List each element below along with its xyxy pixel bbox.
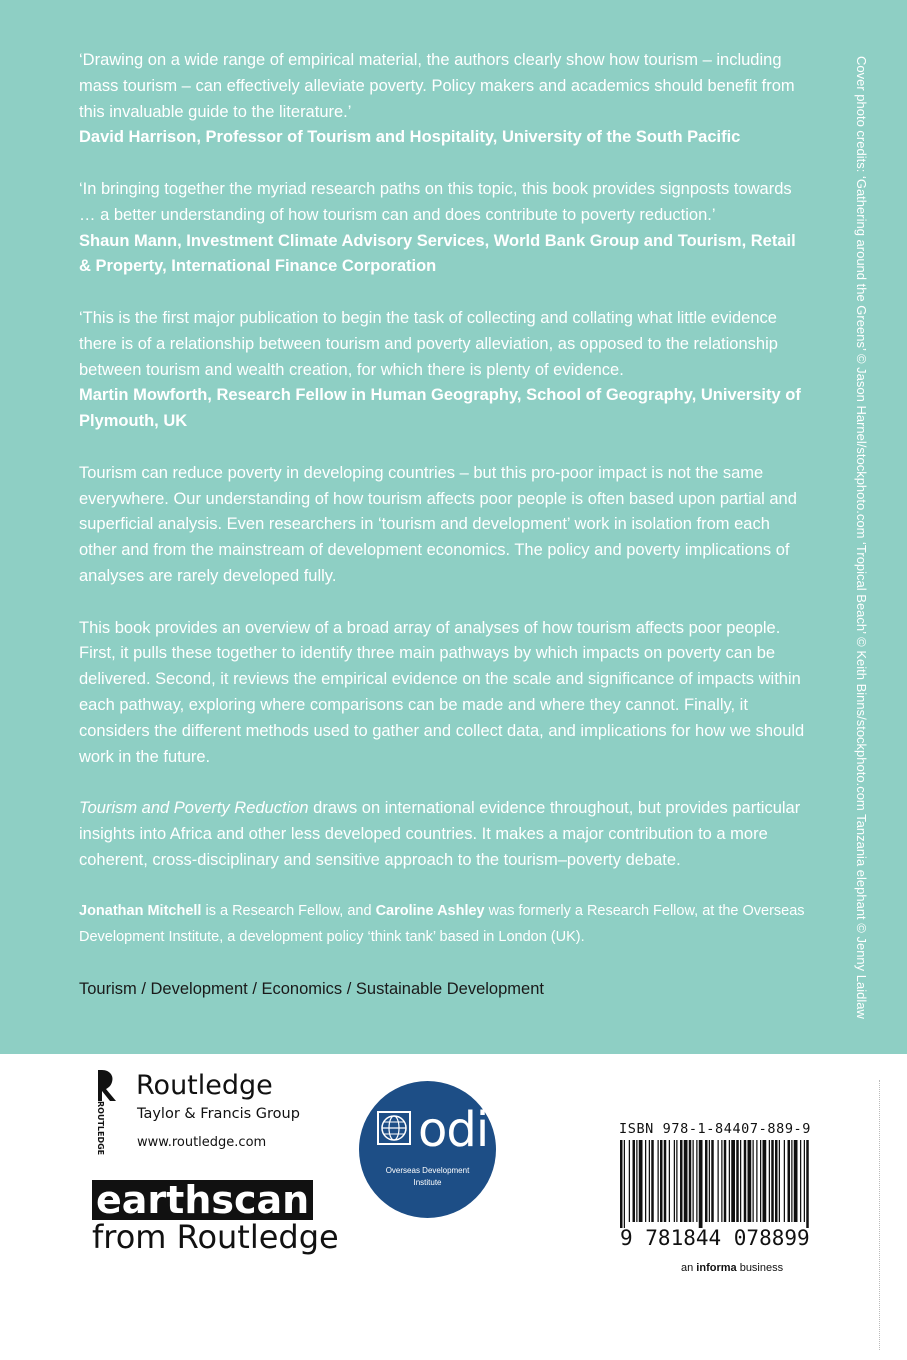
barcode-bar — [740, 1140, 741, 1222]
quote-text: ‘Drawing on a wide range of empirical material, the authors clearly show how tourism – including mass tourism – can effectively alleviate poverty. Policy makers and academics should benefit from this invaluable guide to the literature.’ — [79, 51, 795, 121]
barcode-bar — [748, 1140, 752, 1222]
globe-icon — [376, 1110, 412, 1146]
barcode-bar — [791, 1140, 792, 1222]
barcode-bar — [693, 1140, 694, 1222]
isbn-label: ISBN 978-1-84407-889-9 — [619, 1121, 812, 1137]
description-text: draws on international evidence throughout, but provides particular insights into Africa and other less developed countries. It makes a major contribution to a more coherent, cross-disciplinary and sensitive approach to the tourism–poverty debate. — [79, 799, 801, 869]
barcode-bar — [705, 1140, 708, 1222]
barcode-bar — [645, 1140, 646, 1222]
barcode-bar — [721, 1140, 722, 1222]
publisher-name: Routledge — [136, 1070, 273, 1101]
barcode-bar — [736, 1140, 739, 1222]
quote-text: ‘This is the first major publication to begin the task of collecting and collating what little evidence there is of a relationship between tourism and poverty alleviation, as opposed to the relationship between tourism and wealth creation, for which there is plenty of evidence. — [79, 308, 778, 379]
author-bio-text: is a Research Fellow, and — [201, 903, 376, 920]
barcode-bar — [784, 1140, 785, 1222]
barcode-bar — [699, 1140, 703, 1228]
barcode-bar — [676, 1140, 677, 1222]
barcode-bar — [709, 1140, 710, 1222]
barcode-bar — [680, 1140, 683, 1222]
barcode-bar — [753, 1140, 754, 1222]
review-quote-1 — [79, 48, 807, 151]
quote-attribution: Shaun Mann, Investment Climate Advisory Services, World Bank Group and Tourism, Retail & Property, International Finance Corporation — [79, 231, 796, 276]
quote-attribution: Martin Mowforth, Research Fellow in Human Geography, School of Geography, University of Plymouth, UK — [79, 386, 801, 431]
subject-categories: Tourism / Development / Economics / Sustainable Development — [79, 979, 544, 998]
routledge-vertical-text: ROUTLEDGE — [96, 1101, 105, 1156]
barcode-bar — [806, 1140, 809, 1228]
barcode-bar — [779, 1140, 780, 1222]
barcode-bar — [769, 1140, 770, 1222]
informa-suffix: business — [736, 1262, 784, 1274]
barcode-bar — [760, 1140, 761, 1222]
barcode-bar — [800, 1140, 801, 1222]
barcode-bar — [744, 1140, 747, 1222]
barcode-bar — [696, 1140, 697, 1222]
odi-name-line-1: Overseas Development — [385, 1166, 470, 1175]
description-paragraph-1: Tourism can reduce poverty in developing countries – but this pro-poor impact is not the same everywhere. Our understanding of how tourism affects poor people is often based upon partial and superficial analysis. Even researchers in ‘tourism and development’ work in isolation from each other and from the mainstream of development economics. The policy and poverty implications of analyses are rarely developed fully. — [79, 463, 797, 585]
description-paragraph-3 — [79, 796, 807, 873]
author-name: Jonathan Mitchell — [79, 903, 202, 920]
barcode-bar — [651, 1140, 654, 1222]
barcode-bar — [756, 1140, 757, 1222]
barcode-digits: 9 781844 078899 — [620, 1226, 810, 1250]
back-cover-text — [79, 48, 807, 1002]
barcode-bar — [669, 1140, 670, 1222]
barcode-bar — [771, 1140, 774, 1222]
quote-text: ‘In bringing together the myriad research paths on this topic, this book provides signposts towards … a better understanding of how tourism can and does contribute to poverty reduction.’ — [79, 179, 792, 224]
review-quote-3 — [79, 306, 807, 435]
barcode-bar — [660, 1140, 663, 1222]
description-paragraph-2: This book provides an overview of a broad array of analyses of how tourism affects poor people. First, it pulls these together to identify three main pathways by which impacts on poverty can be delivered. Second, it reviews the empirical evidence on the scale and significance of impacts within each pathway, exploring where comparisons can be made and where they cannot. Finally, it considers the different methods used to gather and collect data, and implications for how we should work in the future. — [79, 618, 805, 766]
barcode-bar — [624, 1140, 625, 1228]
author-bio-text: was formerly a Research Fellow, at the Overseas Development Institute, a development policy ‘think tank’ based in London (UK). — [79, 903, 805, 946]
publisher-group: Taylor & Francis Group — [137, 1106, 300, 1122]
barcode-bar — [775, 1140, 778, 1222]
barcode-bar — [664, 1140, 667, 1222]
barcode-bar — [804, 1140, 805, 1222]
routledge-logo-icon — [88, 1068, 128, 1156]
edge-marker — [879, 1080, 881, 1350]
barcode-bar — [718, 1140, 719, 1222]
barcode-bar — [649, 1140, 650, 1222]
barcode-bar — [711, 1140, 714, 1222]
barcode-bar — [684, 1140, 688, 1222]
quote-attribution: David Harrison, Professor of Tourism and Hospitality, University of the South Pacific — [79, 128, 741, 147]
barcode-bar — [620, 1140, 623, 1228]
cover-photo-credits: Cover photo credits: ‘Gathering around the Greens’ © Jason Harnel/stockphoto.com ‘Tropical Beach’ © Keith Binns/stockphoto.com Tanzania elephant © Jenny Laidlaw — [854, 56, 869, 1019]
author-bio — [79, 899, 807, 951]
informa-tagline — [681, 1262, 783, 1274]
barcode-bar — [763, 1140, 767, 1222]
book-title: Tourism and Poverty Reduction — [79, 799, 309, 818]
author-name: Caroline Ashley — [375, 903, 485, 920]
earthscan-logo: earthscan — [92, 1180, 313, 1220]
imprint-from-routledge: from Routledge — [92, 1218, 339, 1256]
odi-name-line-2: Institute — [413, 1178, 442, 1187]
barcode-bar — [788, 1140, 791, 1222]
barcode-icon — [618, 1140, 814, 1228]
odi-wordmark: odi — [418, 1102, 489, 1158]
barcode-bar — [639, 1140, 643, 1222]
barcode-bar — [689, 1140, 692, 1222]
publisher-url: www.routledge.com — [137, 1135, 267, 1150]
barcode-bar — [729, 1140, 730, 1222]
informa-prefix: an — [681, 1262, 697, 1274]
review-quote-2 — [79, 177, 807, 280]
barcode-bar — [724, 1140, 727, 1222]
barcode-bar — [794, 1140, 798, 1222]
barcode-bar — [629, 1140, 630, 1222]
barcode-bar — [636, 1140, 637, 1222]
barcode-bar — [674, 1140, 675, 1222]
informa-brand: informa — [696, 1262, 737, 1274]
barcode-bar — [658, 1140, 659, 1222]
barcode-bar — [633, 1140, 636, 1222]
barcode-bar — [731, 1140, 735, 1222]
